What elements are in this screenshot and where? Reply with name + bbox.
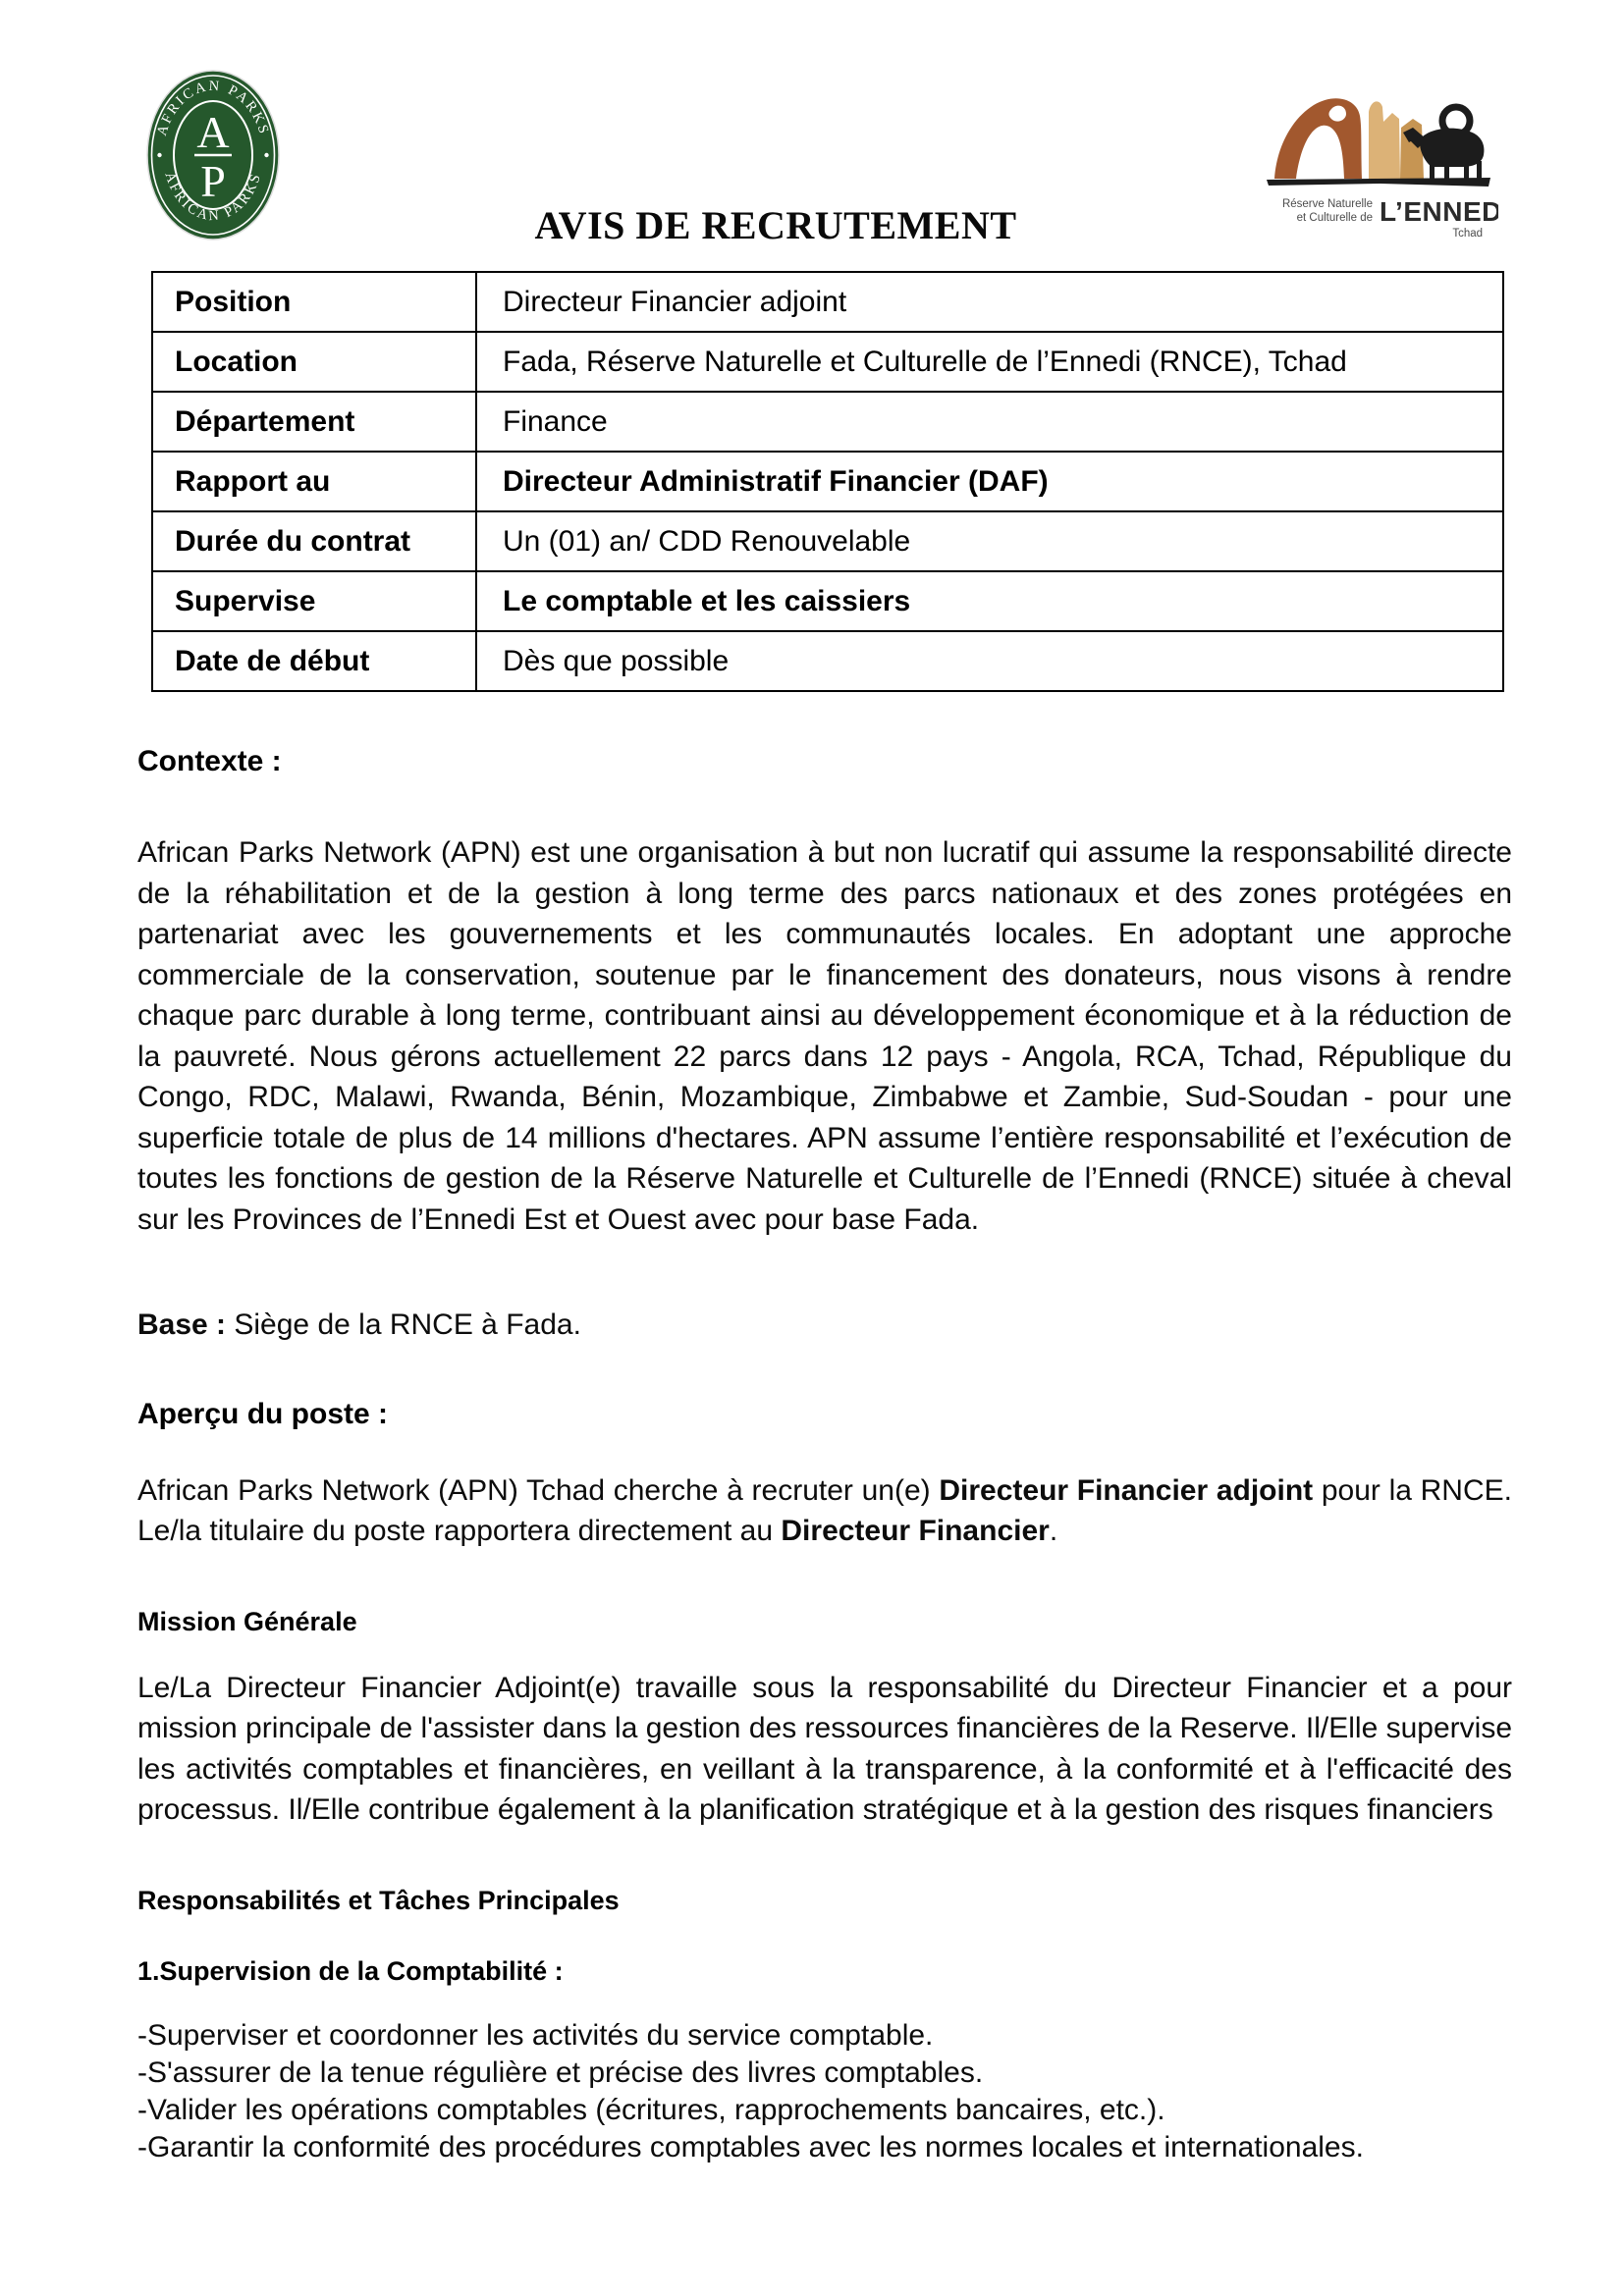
ap-monogram-p: P bbox=[200, 156, 226, 206]
table-row-supervise bbox=[152, 571, 1503, 631]
contexte-paragraph: African Parks Network (APN) est une organisation à but non lucratif qui assume la responsabilité directe de la réhabilitation et de la gestion à long terme des parcs nationaux et des zones protégées en partenariat avec les gouvernements et les communautés locales. En adoptant une approche commerciale de la conservation, soutenue par le financement des donateurs, nous visons à rendre chaque parc durable à long terme, contribuant ainsi au développement économique et à la réduction de la pauvreté. Nous gérons actuellement 22 parcs dans 12 pays - Angola, RCA, Tchad, République du Congo, RDC, Malawi, Rwanda, Bénin, Mozambique, Zimbabwe et Zambie, Sud-Soudan - pour une superficie totale de plus de 14 millions d'hectares. APN assume l’entière responsabilité et l’exécution de toutes les fonctions de gestion de la Réserve Naturelle et Culturelle de l’Ennedi (RNCE) située à cheval sur les Provinces de l’Ennedi Est et Ouest avec pour base Fada. bbox=[137, 836, 1512, 1236]
table-row-location bbox=[152, 332, 1503, 392]
mission-heading: Mission Générale bbox=[137, 1606, 357, 1636]
row-value: Directeur Financier adjoint bbox=[476, 272, 1503, 332]
table-row-departement bbox=[152, 392, 1503, 452]
task-item: -Valider les opérations comptables (écritures, rapprochements bancaires, etc.). bbox=[137, 2093, 1165, 2126]
supervision-heading: 1.Supervision de la Comptabilité : bbox=[137, 1955, 564, 1986]
row-label: Position bbox=[152, 272, 476, 332]
base-line bbox=[137, 1305, 1512, 1346]
row-label: Rapport au bbox=[152, 452, 476, 511]
document-body bbox=[0, 740, 1624, 2166]
base-label: Base : bbox=[137, 1308, 227, 1341]
document-header bbox=[0, 0, 1624, 271]
row-value: Finance bbox=[476, 392, 1503, 452]
table-row-rapport-au bbox=[152, 452, 1503, 511]
apercu-text-3: . bbox=[1049, 1515, 1058, 1547]
row-label: Location bbox=[152, 332, 476, 392]
row-value: Le comptable et les caissiers bbox=[476, 571, 1503, 631]
apercu-text-2: pour la RNCE. Le/la titulaire du poste rapportera directement au bbox=[137, 1473, 1512, 1547]
table-row-date-de-debut bbox=[152, 631, 1503, 691]
mission-paragraph: Le/La Directeur Financier Adjoint(e) travaille sous la responsabilité du Directeur Financier et a pour mission principale de l'assister dans la gestion des ressources financières de la Reserve. Il/Elle supervise les activités comptables et financières, en veillant à la transparence, à la conformité et à l'efficacité des processus. Il/Elle contribue également à la planification stratégique et à la gestion des risques financiers bbox=[137, 1671, 1512, 1826]
ap-monogram-a: A bbox=[196, 107, 230, 157]
table-row-position bbox=[152, 272, 1503, 332]
apercu-paragraph bbox=[137, 1470, 1512, 1552]
ap-ring-text-top: AFRICAN PARKS bbox=[153, 78, 273, 138]
apercu-text-1: African Parks Network (APN) Tchad cherche à recruter un(e) bbox=[137, 1473, 940, 1507]
task-item: -S'assurer de la tenue régulière et précise des livres comptables. bbox=[137, 2056, 984, 2089]
row-value: Directeur Administratif Financier (DAF) bbox=[476, 452, 1503, 511]
row-value: Dès que possible bbox=[476, 631, 1503, 691]
responsabilites-heading: Responsabilités et Tâches Principales bbox=[137, 1885, 620, 1915]
ap-ring-text-bottom: AFRICAN PARKS bbox=[161, 170, 265, 225]
supervision-task-list bbox=[137, 2017, 1512, 2166]
row-label: Supervise bbox=[152, 571, 476, 631]
row-label: Département bbox=[152, 392, 476, 452]
ennedi-country: Tchad bbox=[1452, 228, 1483, 240]
ap-ring-dot-left bbox=[157, 153, 161, 157]
ennedi-tagline-line2: et Culturelle de bbox=[1296, 212, 1373, 224]
contexte-heading: Contexte : bbox=[137, 745, 282, 777]
row-label: Date de début bbox=[152, 631, 476, 691]
apercu-bold-1: Directeur Financier adjoint bbox=[939, 1473, 1314, 1507]
row-value: Fada, Réserve Naturelle et Culturelle de l’Ennedi (RNCE), Tchad bbox=[476, 332, 1503, 392]
ennedi-name: L’ENNEDI bbox=[1380, 196, 1498, 227]
task-item: -Superviser et coordonner les activités du service comptable. bbox=[137, 2018, 934, 2052]
row-value: Un (01) an/ CDD Renouvelable bbox=[476, 511, 1503, 571]
task-item: -Garantir la conformité des procédures comptables avec les normes locales et internationales. bbox=[137, 2130, 1364, 2163]
ennedi-tagline-line1: Réserve Naturelle bbox=[1281, 198, 1373, 210]
apercu-bold-2: Directeur Financier bbox=[781, 1515, 1050, 1547]
ap-ring-dot-right bbox=[264, 153, 268, 157]
job-info-table bbox=[151, 271, 1504, 692]
apercu-heading: Aperçu du poste : bbox=[137, 1397, 389, 1430]
table-row-duree-du-contrat bbox=[152, 511, 1503, 571]
row-label: Durée du contrat bbox=[152, 511, 476, 571]
base-text: Siège de la RNCE à Fada. bbox=[226, 1308, 581, 1341]
page-title: AVIS DE RECRUTEMENT bbox=[534, 203, 1017, 247]
